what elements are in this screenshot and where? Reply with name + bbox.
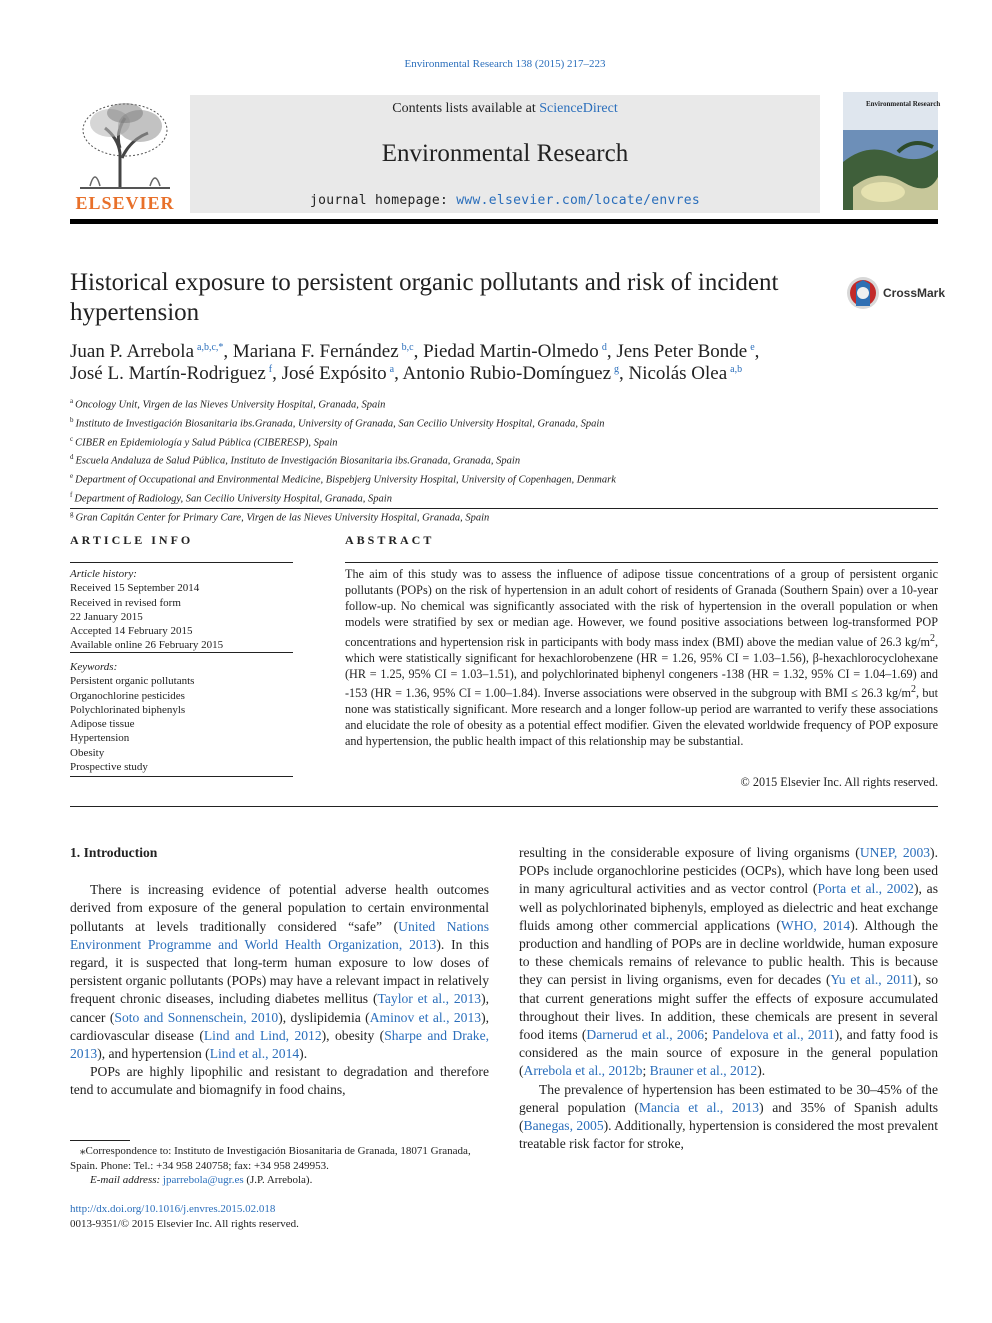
author-name[interactable]: José Expósito xyxy=(281,363,387,384)
author-separator: , xyxy=(619,363,629,384)
section-title-introduction: 1. Introduction xyxy=(70,845,158,860)
affiliation-key: f xyxy=(70,490,73,499)
body-text: ), dyslipidemia ( xyxy=(278,1009,370,1025)
keywords-rule xyxy=(70,776,293,777)
article-history xyxy=(70,567,223,653)
author-separator: , xyxy=(272,363,282,384)
author-affiliation-marker[interactable]: g xyxy=(614,363,619,375)
affiliation-text: Instituto de Investigación Biosanitaria ibs.Granada, University of Granada, San Cecilio University Hospital, Granada, Spain xyxy=(75,418,605,430)
crossmark-icon xyxy=(846,276,882,310)
header-rule xyxy=(70,219,938,224)
article-title: Historical exposure to persistent organic pollutants and risk of incident hypertension xyxy=(70,269,779,326)
affiliation-text: Oncology Unit, Virgen de las Nieves University Hospital, Granada, Spain xyxy=(75,399,386,411)
abstract-text xyxy=(345,567,938,750)
body-text: ), obesity ( xyxy=(321,1027,385,1043)
citation-link[interactable]: Soto and Sonnenschein, 2010 xyxy=(114,1009,279,1025)
body-text: ). xyxy=(299,1046,308,1062)
keyword-item: Organochlorine pesticides xyxy=(70,689,185,702)
contents-line xyxy=(190,101,820,117)
history-item: Received in revised form xyxy=(70,596,181,609)
author-affiliation-marker[interactable]: e xyxy=(750,341,755,353)
keyword-items xyxy=(70,674,194,774)
history-item: Available online 26 February 2015 xyxy=(70,639,224,652)
affiliation-item xyxy=(70,450,616,469)
body-text: ), cardiovascular disease ( xyxy=(70,1009,489,1043)
author-name[interactable]: Piedad Martin-Olmedo xyxy=(423,341,599,362)
author-name[interactable]: Antonio Rubio-Domínguez xyxy=(402,363,611,384)
body-text: resulting in the considerable exposure of living organisms ( xyxy=(519,845,860,860)
keyword-item: Hypertension xyxy=(70,732,130,745)
affiliation-item xyxy=(70,413,616,432)
citation-link[interactable]: Taylor et al., 2013 xyxy=(377,991,482,1007)
citation-link[interactable]: Banegas, 2005 xyxy=(523,1118,604,1134)
homepage-link[interactable]: www.elsevier.com/locate/envres xyxy=(456,193,701,208)
journal-citation[interactable] xyxy=(0,58,992,70)
body-text: ), and hypertension ( xyxy=(97,1046,210,1062)
history-items xyxy=(70,581,223,652)
cover-title: Environmental Research xyxy=(866,100,941,108)
citation-link[interactable]: Pandelova et al., 2011 xyxy=(712,1027,835,1043)
body-text: ), so that current generations might suffer the effects of exposure accumulated throughout their lives. In addition, these chemicals are present in several food items ( xyxy=(519,972,939,1043)
citation-link[interactable]: Sharpe and Drake, 2013 xyxy=(70,1027,489,1062)
article-info-rule xyxy=(70,562,293,563)
affiliation-key: d xyxy=(70,453,74,462)
abstract-sup-2: 2 xyxy=(911,684,916,696)
correspondence-text: ⁎Correspondence to: Instituto de Investigación Biosanitaria de Granada, 18071 Granada, Spain. Phone: Tel.: +34 958 240758; fax: +34 958 249953. xyxy=(70,1145,471,1172)
citation-link[interactable]: WHO, 2014 xyxy=(780,917,851,933)
history-rule xyxy=(70,652,293,653)
body-text: ; xyxy=(642,1063,650,1079)
authors-line-2 xyxy=(70,363,742,385)
email-suffix: (J.P. Arrebola). xyxy=(243,1174,313,1186)
body-text: ; xyxy=(704,1027,713,1043)
body-text: ), and fatty food is considered as the main source of exposure in the general population ( xyxy=(519,1027,938,1079)
homepage-line xyxy=(190,193,820,208)
author-name[interactable]: Juan P. Arrebola xyxy=(70,341,195,362)
history-item: Accepted 14 February 2015 xyxy=(70,625,193,638)
affiliation-text: Department of Radiology, San Cecilio University Hospital, Granada, Spain xyxy=(74,493,392,505)
abstract-part-2: , which were statistically significant for hexachlorobenzene (HR = 1.26, 95% CI = 1.03–1.56), β-hexachlorocyclohexane (HR = 1.25, 95% CI = 1.03–1.51), and polychlorinated biphenyl congeners -138 (HR = 1.32, 95% CI = 1.04–1.69) and -153 (HR = 1.36, 95% CI = 1.00–1.84). Inverse associations were observed in the subgroup with BMI ≤ 26.3 kg/m xyxy=(345,634,938,701)
paragraph-1 xyxy=(70,881,489,1063)
affiliation-item xyxy=(70,507,616,526)
affiliations-list xyxy=(70,394,616,526)
author-separator: , xyxy=(394,363,403,384)
contents-prefix: Contents lists available at xyxy=(392,101,540,116)
author-affiliation-marker[interactable]: a,b,c,* xyxy=(197,341,224,353)
body-text: ). In this regard, it is suspected that long-term human exposure to low doses of persistent organic pollutants (POPs) may have a relevant impact in relatively frequent chronic diseases, including diabetes mellitus ( xyxy=(70,936,489,1007)
affiliation-key: b xyxy=(70,415,74,424)
front-matter-rule xyxy=(70,806,938,807)
keyword-item: Adipose tissue xyxy=(70,718,135,731)
affiliation-key: e xyxy=(70,472,74,481)
abstract-copyright: © 2015 Elsevier Inc. All rights reserved. xyxy=(740,775,938,789)
body-column-left xyxy=(70,844,489,1100)
abstract-part-1: The aim of this study was to assess the influence of adipose tissue concentrations of a group of persistent organic pollutants (POPs) on the risk of hypertension in an adult cohort of residents of Granada (Southern Spain) over a 10-year follow-up. No chemical was significantly associated with the risk of hypertension in the overall population or when models were stratified by sex or median age. However, we found positive associations between log-transformed POP concentrations and hypertension risk in participants with body mass index (BMI) above the median value of 26.3 kg/m xyxy=(345,567,938,649)
keyword-item: Prospective study xyxy=(70,761,148,774)
homepage-prefix: journal homepage: xyxy=(309,193,457,208)
author-name[interactable]: José L. Martín-Rodriguez xyxy=(70,363,266,384)
affiliations-rule xyxy=(70,508,938,509)
body-text: ). POPs include organochlorine pesticides (OCPs), which have long been used in many agricultural activities and as vector control ( xyxy=(519,845,938,897)
body-text: ). Although the production and handling of POPs are in decline worldwide, human exposure to these chemicals remains of relevance to public health. This is because they can persist in living organisms, even for decades ( xyxy=(519,917,939,988)
author-affiliation-marker[interactable]: a xyxy=(389,363,395,375)
citation-link[interactable]: Aminov et al., 2013 xyxy=(369,1009,482,1025)
paragraph-2 xyxy=(70,1063,489,1099)
citation-link[interactable]: Brauner et al., 2012 xyxy=(649,1063,758,1079)
author-name[interactable]: Mariana F. Fernández xyxy=(232,341,399,362)
paragraph-4 xyxy=(519,1081,938,1154)
crossmark-label: CrossMark xyxy=(883,286,946,300)
keywords-label: Keywords: xyxy=(70,661,118,673)
affiliation-key: g xyxy=(70,509,74,518)
affiliation-key: a xyxy=(70,397,74,405)
keywords-block xyxy=(70,660,194,774)
doi-block xyxy=(70,1202,299,1231)
citation-link[interactable]: Yu et al., 2011 xyxy=(830,972,914,988)
history-item: Received 15 September 2014 xyxy=(70,582,200,595)
sciencedirect-link[interactable]: ScienceDirect xyxy=(539,101,618,116)
body-text: ), cancer ( xyxy=(70,991,489,1025)
doi-link[interactable]: http://dx.doi.org/10.1016/j.envres.2015.02.018 xyxy=(70,1203,276,1215)
author-affiliation-marker[interactable]: b,c xyxy=(401,341,414,353)
affiliation-item xyxy=(70,432,616,451)
paragraph-3 xyxy=(519,844,938,1081)
author-affiliation-marker[interactable]: f xyxy=(268,363,273,375)
affiliation-item xyxy=(70,488,616,507)
citation-link[interactable]: Lind and Lind, 2012 xyxy=(203,1027,322,1043)
affiliation-item xyxy=(70,469,616,488)
body-text: ). Additionally, hypertension is considered the most prevalent treatable risk factor for stroke, xyxy=(519,1118,938,1152)
citation-link[interactable]: Mancia et al., 2013 xyxy=(638,1099,760,1115)
author-separator: , xyxy=(754,341,760,362)
citation-link[interactable]: Environmental Research 138 (2015) 217–223 xyxy=(404,58,606,70)
author-affiliation-marker[interactable]: a,b xyxy=(730,363,743,375)
correspondence-footnote xyxy=(70,1144,489,1188)
email-link[interactable]: jparrebola@ugr.es xyxy=(162,1174,244,1186)
citation-link[interactable]: Lind et al., 2014 xyxy=(209,1046,300,1062)
keyword-item: Polychlorinated biphenyls xyxy=(70,703,186,716)
history-item: 22 January 2015 xyxy=(70,610,143,623)
abstract-part-3: , but none was statistically significant. More research and a longer follow-up period are warranted to verify these associations and elucidate the role of obesity as a potential effect modifier. Given the elevated worldwide frequency of POP exposure and hypertension, the public health impact of this relationship may be substantial. xyxy=(345,686,939,749)
author-separator: , xyxy=(223,341,233,362)
authors-line-1 xyxy=(70,341,759,363)
affiliation-text: Escuela Andaluza de Salud Pública, Instituto de Investigación Biosanitaria ibs.Granada, Granada, Spain xyxy=(75,455,521,467)
history-label: Article history: xyxy=(70,568,137,580)
affiliation-item xyxy=(70,394,616,413)
citation-link[interactable]: United Nations Environment Programme and World Health Organization, 2013 xyxy=(70,918,489,952)
citation-link[interactable]: Porta et al., 2002 xyxy=(817,881,914,897)
email-label: E-mail address: xyxy=(90,1174,163,1186)
author-affiliation-marker[interactable]: d xyxy=(601,341,607,353)
elsevier-wordmark: ELSEVIER xyxy=(75,193,175,213)
author-name[interactable]: Jens Peter Bonde xyxy=(616,341,748,362)
footnote-rule xyxy=(70,1140,130,1141)
author-name[interactable]: Nicolás Olea xyxy=(628,363,728,384)
abstract-rule xyxy=(345,562,938,563)
body-text: POPs are highly lipophilic and resistant to degradation and therefore tend to accumulate and biomagnify in food chains, xyxy=(70,1064,489,1098)
body-text: ), as well as polychlorinated biphenyls, employed as dielectric and heat exchange fluids among other commercial applications ( xyxy=(519,881,938,933)
journal-name: Environmental Research xyxy=(381,140,629,167)
abstract-sup-1: 2 xyxy=(929,632,935,644)
author-separator: , xyxy=(606,341,617,362)
author-separator: , xyxy=(413,341,424,362)
citation-link[interactable]: UNEP, 2003 xyxy=(859,845,931,860)
citation-link[interactable]: Arrebola et al., 2012b xyxy=(523,1063,643,1079)
article-info-heading: ARTICLE INFO xyxy=(70,533,194,547)
abstract-heading: ABSTRACT xyxy=(345,533,435,547)
issn-line: 0013-9351/© 2015 Elsevier Inc. All rights reserved. xyxy=(70,1217,299,1230)
keyword-item: Persistent organic pollutants xyxy=(70,675,195,688)
body-text: ) and 35% of Spanish adults ( xyxy=(519,1099,939,1134)
affiliation-key: c xyxy=(70,434,74,443)
journal-cover-thumbnail[interactable] xyxy=(843,92,941,210)
body-text: ). xyxy=(757,1063,766,1079)
affiliation-text: CIBER en Epidemiología y Salud Pública (CIBERESP), Spain xyxy=(75,437,338,449)
body-column-right xyxy=(519,844,938,1153)
affiliation-text: Gran Capitán Center for Primary Care, Virgen de las Nieves University Hospital, Granada, Spain xyxy=(75,512,490,524)
affiliation-text: Department of Occupational and Environmental Medicine, Bispebjerg University Hospital, University of Copenhagen, Denmark xyxy=(75,474,616,486)
body-text: The prevalence of hypertension has been estimated to be 30–45% of the general population ( xyxy=(519,1081,938,1115)
body-text: There is increasing evidence of potential adverse health outcomes derived from exposure of the general population to certain environmental pollutants at levels traditionally considered “safe” ( xyxy=(70,882,489,934)
citation-link[interactable]: Darnerud et al., 2006 xyxy=(586,1027,705,1043)
keyword-item: Obesity xyxy=(70,746,105,759)
